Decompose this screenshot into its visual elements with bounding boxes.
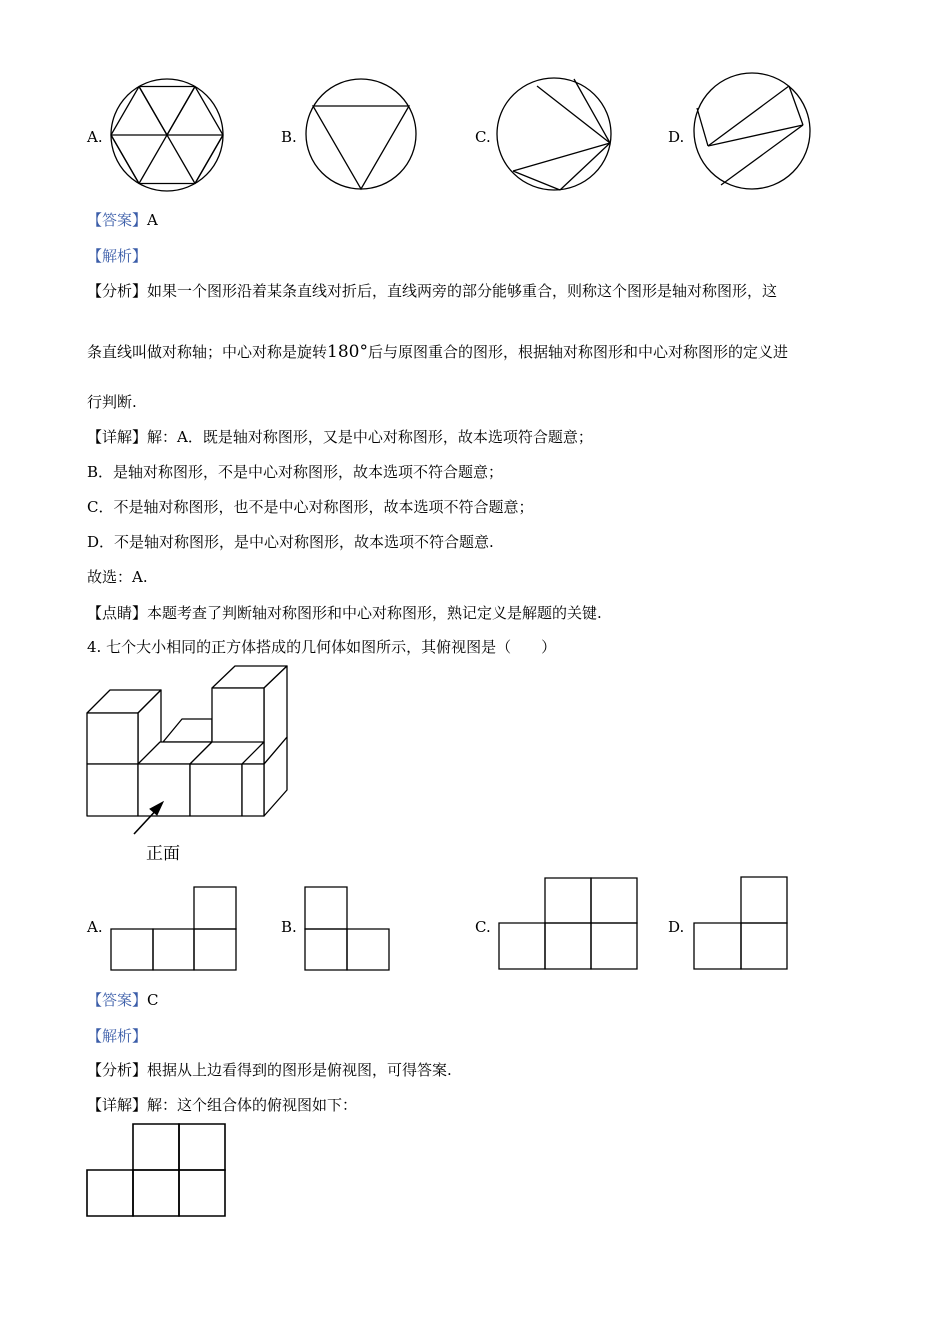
option-b-figure bbox=[305, 78, 417, 190]
q3-detail-c: C．不是轴对称图形，也不是中心对称图形，故本选项不符合题意； bbox=[87, 498, 534, 516]
q3-analysis-tag bbox=[87, 246, 147, 266]
option-a-label: A. bbox=[87, 128, 103, 146]
q4-option-b-figure bbox=[304, 886, 390, 971]
detail-a-text: 解：A．既是轴对称图形，又是中心对称图形，故本选项符合题意； bbox=[147, 428, 593, 446]
front-label: 正面 bbox=[146, 844, 180, 864]
analysis-tag: 【解析】 bbox=[87, 247, 148, 265]
q3-detail-a bbox=[87, 427, 593, 447]
fenxi-text: 如果一个图形沿着某条直线对折后，直线两旁的部分能够重合，则称这个图形是轴对称图形，这 bbox=[147, 282, 778, 300]
q4-solution-figure bbox=[86, 1123, 227, 1218]
option-d-figure bbox=[693, 72, 811, 190]
fenxi-text-post: 后与原图重合的图形，根据轴对称图形和中心对称图形的定义进 bbox=[367, 343, 788, 361]
q4-answer bbox=[87, 990, 159, 1010]
option-c-label: C. bbox=[475, 128, 491, 146]
answer-tag: 【答案】 bbox=[87, 991, 148, 1009]
comment-tag: 【点睛】 bbox=[87, 604, 148, 622]
q4-option-a-figure bbox=[110, 886, 238, 971]
fenxi-text: 根据从上边看得到的图形是俯视图，可得答案. bbox=[147, 1061, 452, 1079]
q3-detail-d: D．不是轴对称图形，是中心对称图形，故本选项不符合题意. bbox=[87, 533, 494, 551]
answer-tag: 【答案】 bbox=[87, 211, 148, 229]
fenxi-tag: 【分析】 bbox=[87, 282, 148, 300]
cube-solid-figure bbox=[86, 666, 290, 866]
analysis-tag: 【解析】 bbox=[87, 1027, 148, 1045]
q4-stem: 4. 七个大小相同的正方体搭成的几何体如图所示，其俯视图是（ ） bbox=[87, 638, 557, 656]
detail-tag: 【详解】 bbox=[87, 1096, 148, 1114]
q4-option-a-label: A. bbox=[87, 918, 103, 936]
answer-value: C bbox=[147, 991, 159, 1009]
q3-answer bbox=[87, 210, 158, 230]
angle-180: 180° bbox=[327, 342, 368, 362]
comment-text: 本题考查了判断轴对称图形和中心对称图形，熟记定义是解题的关键. bbox=[147, 604, 602, 622]
q4-option-d-label: D. bbox=[668, 918, 685, 936]
q4-option-c-label: C. bbox=[475, 918, 491, 936]
q3-choose: 故选：A. bbox=[87, 568, 148, 586]
fenxi-text-pre: 条直线叫做对称轴；中心对称是旋转 bbox=[87, 343, 328, 361]
q4-analysis-tag bbox=[87, 1026, 147, 1046]
q4-option-b-label: B. bbox=[281, 918, 297, 936]
q3-detail-b: B．是轴对称图形，不是中心对称图形，故本选项不符合题意； bbox=[87, 463, 504, 481]
answer-value: A bbox=[147, 211, 158, 229]
option-b-label: B. bbox=[281, 128, 297, 146]
option-c-figure bbox=[497, 77, 613, 191]
q3-fenxi-line2 bbox=[87, 342, 788, 362]
q3-fenxi-line3: 行判断. bbox=[87, 393, 137, 411]
q4-option-c-figure bbox=[498, 877, 638, 970]
option-a-figure bbox=[110, 78, 224, 192]
q4-fenxi bbox=[87, 1060, 452, 1080]
detail-tag: 【详解】 bbox=[87, 428, 148, 446]
q3-comment bbox=[87, 603, 602, 623]
q4-option-d-figure bbox=[693, 876, 788, 970]
q4-detail bbox=[87, 1095, 357, 1115]
option-d-label: D. bbox=[668, 128, 685, 146]
q3-fenxi-line1 bbox=[87, 281, 777, 301]
fenxi-tag: 【分析】 bbox=[87, 1061, 148, 1079]
detail-text: 解：这个组合体的俯视图如下： bbox=[147, 1096, 358, 1114]
